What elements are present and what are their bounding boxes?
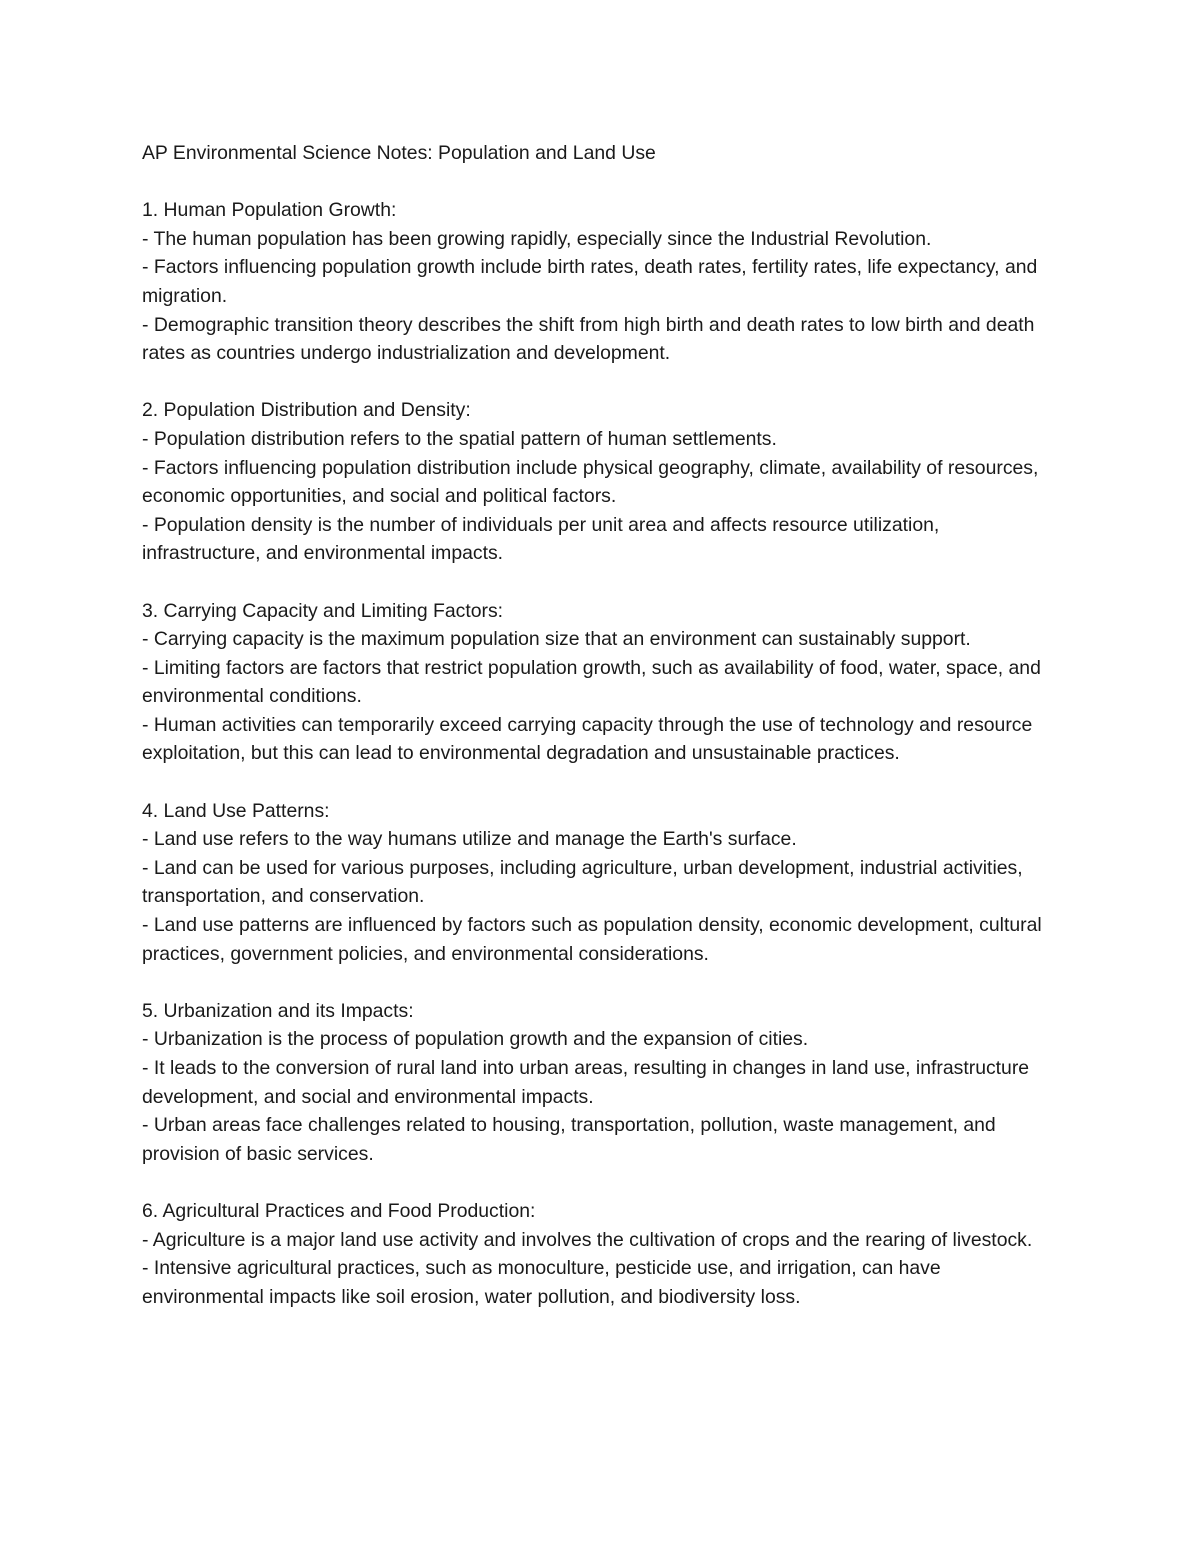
section-land-use-patterns — [142, 797, 1057, 969]
bullet-item: - It leads to the conversion of rural land into urban areas, resulting in changes in land use, infrastructure development, and social and environmental impacts. — [142, 1057, 1030, 1108]
bullet-item: - The human population has been growing rapidly, especially since the Industrial Revolution. — [142, 227, 932, 250]
section-heading: 2. Population Distribution and Density: — [142, 399, 471, 422]
bullet-item: - Population distribution refers to the spatial pattern of human settlements. — [142, 427, 777, 450]
bullet-item: - Demographic transition theory describes the shift from high birth and death rates to low birth and death rates as countries undergo industrialization and development. — [142, 313, 1035, 365]
bullet-item: - Carrying capacity is the maximum population size that an environment can sustainably support. — [142, 628, 971, 651]
section-heading: 4. Land Use Patterns: — [142, 799, 330, 822]
section-carrying-capacity — [142, 597, 1057, 769]
bullet-item: - Urban areas face challenges related to housing, transportation, pollution, waste management, and provision of basic services. — [142, 1114, 996, 1165]
bullet-item: - Agriculture is a major land use activity and involves the cultivation of crops and the rearing of livestock. — [142, 1228, 1033, 1251]
bullet-item: - Factors influencing population distribution include physical geography, climate, availability of resources, economic opportunities, and social and political factors. — [142, 456, 1039, 508]
document-title: AP Environmental Science Notes: Population and Land Use — [142, 142, 656, 164]
bullet-item: - Limiting factors are factors that restrict population growth, such as availability of food, water, space, and environmental conditions. — [142, 656, 1041, 708]
bullet-item: - Factors influencing population growth include birth rates, death rates, fertility rates, life expectancy, and migration. — [142, 256, 1038, 307]
section-population-distribution — [142, 396, 1057, 568]
bullet-item: - Intensive agricultural practices, such as monoculture, pesticide use, and irrigation, can have environmental impacts like soil erosion, water pollution, and biodiversity loss. — [142, 1257, 941, 1308]
section-heading: 6. Agricultural Practices and Food Production: — [142, 1199, 536, 1222]
section-heading: 5. Urbanization and its Impacts: — [142, 999, 414, 1022]
document-body — [142, 139, 1057, 1340]
bullet-item: - Land can be used for various purposes, including agriculture, urban development, industrial activities, transportation, and conservation. — [142, 856, 1023, 908]
bullet-item: - Human activities can temporarily exceed carrying capacity through the use of technology and resource exploitation, but this can lead to environmental degradation and unsustainable practices. — [142, 713, 1033, 765]
bullet-item: - Land use refers to the way humans utilize and manage the Earth's surface. — [142, 828, 797, 851]
bullet-item: - Population density is the number of individuals per unit area and affects resource utilization, infrastructure, and environmental impacts. — [142, 513, 940, 565]
bullet-item: - Urbanization is the process of population growth and the expansion of cities. — [142, 1028, 809, 1051]
section-urbanization — [142, 997, 1057, 1169]
section-heading: 1. Human Population Growth: — [142, 199, 397, 222]
section-agricultural-practices — [142, 1197, 1057, 1311]
section-heading: 3. Carrying Capacity and Limiting Factors: — [142, 599, 504, 622]
section-human-population-growth — [142, 196, 1057, 368]
bullet-item: - Land use patterns are influenced by factors such as population density, economic development, cultural practices, government policies, and environmental considerations. — [142, 914, 1042, 965]
